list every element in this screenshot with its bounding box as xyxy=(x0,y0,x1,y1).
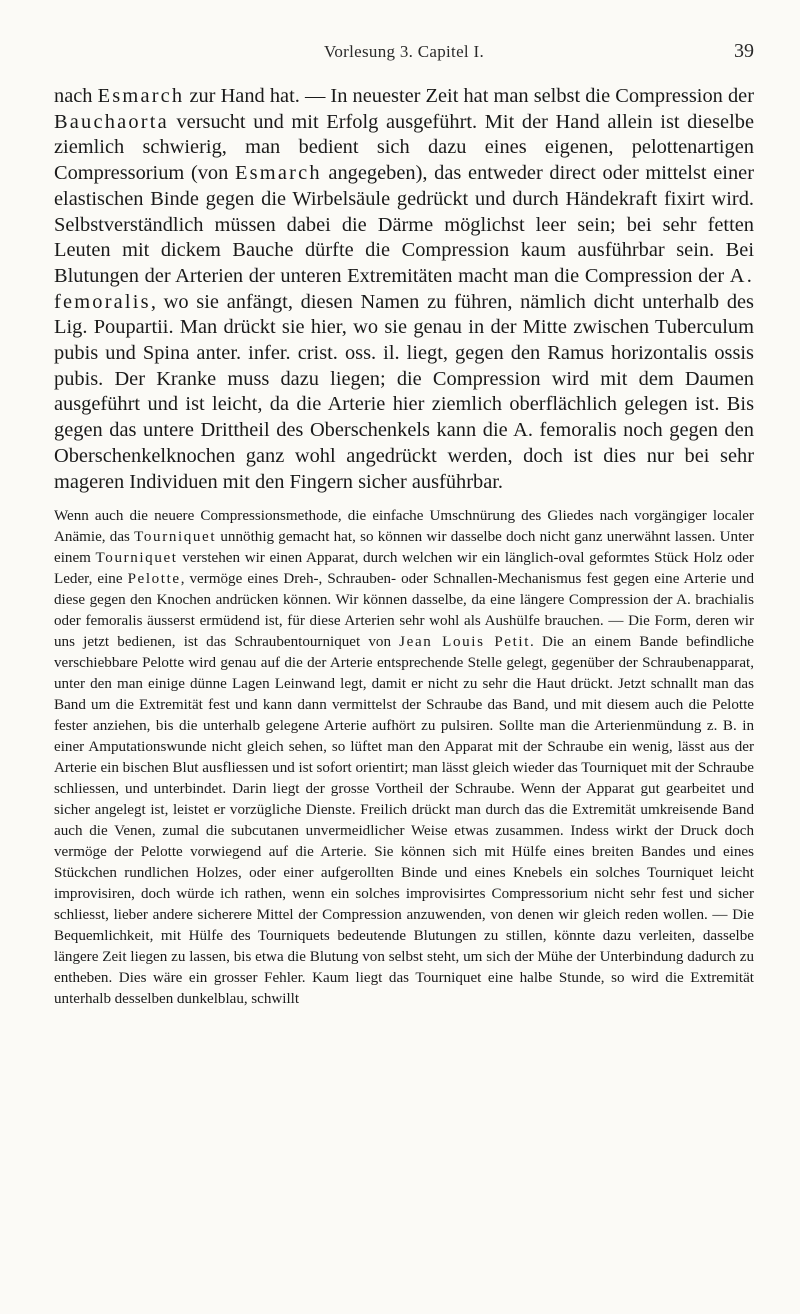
small-print-paragraph xyxy=(54,506,754,1010)
text-run: , vermöge eines Dreh-, Schrauben- oder Schnallen-Mechanismus fest gegen eine Arterie und diese gegen den Knochen andrücken können. Wir können dasselbe, da eine längere Compression der A. brachialis oder femoralis äusserst ermüdend ist, für diese Arterien sehr wohl als Aushülfe brauchen. — Die Form, deren wir uns jetzt bedienen, ist das Schraubentourniquet von xyxy=(54,571,754,651)
text-run: verstehen wir einen Apparat, durch welchen wir ein länglich-oval geformtes Stück Holz oder Leder, eine xyxy=(54,550,755,588)
main-paragraph xyxy=(54,84,754,495)
emphasized-term: Bauchaorta xyxy=(54,110,169,133)
emphasized-term: Pelotte xyxy=(127,571,181,588)
text-run: angegeben), das entweder direct oder mittelst einer elastischen Binde gegen die Wirbelsäule gedrückt und durch Händekraft fixirt wird. Selbstverständlich müssen dabei die Därme möglichst leer sein; bei sehr fetten Leuten mit dickem Bauche dürfte die Compression kaum ausführbar sein. Bei Blutungen der Arterien der unteren Extremitäten macht man die Compression der xyxy=(54,162,754,287)
text-run: unnöthig gemacht hat, so können wir dasselbe doch nicht ganz unerwähnt lassen. Unter einem xyxy=(54,529,754,567)
page-number: 39 xyxy=(734,40,754,62)
text-run: zur Hand hat. — In neuester Zeit hat man selbst die Compression der xyxy=(184,85,754,107)
text-run: . Die an einem Bande befindliche verschiebbare Pelotte wird genau auf die der Arterie entsprechende Stelle gelegt, gegenüber der Schraubenapparat, unter den man einige dünne Lagen Leinwand legt, damit er nicht zu sehr die Haut drückt. Jetzt schnallt man das Band um die Extremität fest und kann dann vermittelst der Schraube das Band, und mit diesem auch die Pelotte fester anziehen, bis die unterhalb gelegene Arterie aufhört zu pulsiren. Sollte man die Arterienmündung z. B. in einer Amputationswunde nicht gleich sehen, so lüftet man den Apparat mit der Schraube ein wenig, lässt aus der Arterie ein bischen Blut ausfliessen und ist sofort orientirt; man lässt gleich wieder das Tourniquet mit der Schraube schliessen, und unterbindet. Darin liegt der grosse Vortheil der Schraube. Wenn der Apparat gut gearbeitet und sicher angelegt ist, leistet er vorzügliche Dienste. Freilich drückt man durch das die Extremität umkreisende Band auch die Venen, zumal die subcutanen unvermeidlicher Weise etwas zusammen. Indess wirkt der Druck doch vermöge der Pelotte vorwiegend auf die Arterie. Sie können sich mit Hülfe eines breiten Bandes und eines Stückchen rundlichen Holzes, oder einer aufgerollten Binde und eines Knebels ein solches Tourniquet leicht improvisiren, doch würde ich rathen, wenn ein solches improvisirtes Compressorium nicht sehr fest und sicher schliesst, lieber andere sicherere Mittel der Compression anzuwenden, von denen wir gleich reden wollen. — Die Bequemlichkeit, mit Hülfe des Tourniquets bedeutende Blutungen zu stillen, könnte dazu verleiten, dasselbe längere Zeit liegen zu lassen, bis etwa die Blutung von selbst steht, um sich der Mühe der Unterbindung dadurch zu entheben. Dies wäre ein grosser Fehler. Kaum liegt das Tourniquet eine halbe Stunde, so wird die Extremität unterhalb desselben dunkelblau, schwillt xyxy=(54,634,755,1008)
emphasized-term: Esmarch xyxy=(235,162,322,185)
emphasized-term: Tourniquet xyxy=(134,529,217,546)
text-run: , wo sie anfängt, diesen Namen zu führen, nämlich dicht unterhalb des Lig. Poupartii. Man drückt sie hier, wo sie genau in der Mitte zwischen Tuberculum pubis und Spina anter. infer. crist. oss. il. liegt, gegen den Ramus horizontalis ossis pubis. Der Kranke muss dazu liegen; die Compression wird mit dem Daumen ausgeführt und ist leicht, da die Arterie hier ziemlich oberflächlich gelegen ist. Bis gegen das untere Drittheil des Oberschenkels kann die A. femoralis noch gegen den Oberschenkelknochen ganz wohl angedrückt werden, doch ist dies nur bei sehr mageren Individuen mit den Fingern sicher ausführbar. xyxy=(54,290,754,493)
text-run: versucht und mit Erfolg ausgeführt. Mit der Hand allein ist dieselbe ziemlich schwierig, man bedient sich dazu eines eigenen, pelottenartigen Compressorium (von xyxy=(54,110,754,185)
emphasized-term: Tourniquet xyxy=(95,550,178,567)
running-header xyxy=(54,0,754,72)
emphasized-term: Esmarch xyxy=(97,85,185,107)
text-run: Wenn auch die neuere Compressionsmethode, die einfache Umschnürung des Gliedes nach vorgängiger localer Anämie, das xyxy=(54,508,754,546)
emphasized-term: A. femoralis xyxy=(54,264,754,313)
running-title: Vorlesung 3. Capitel I. xyxy=(323,42,485,61)
text-run: nach xyxy=(54,85,98,107)
emphasized-term: Jean Louis Petit xyxy=(399,634,530,651)
